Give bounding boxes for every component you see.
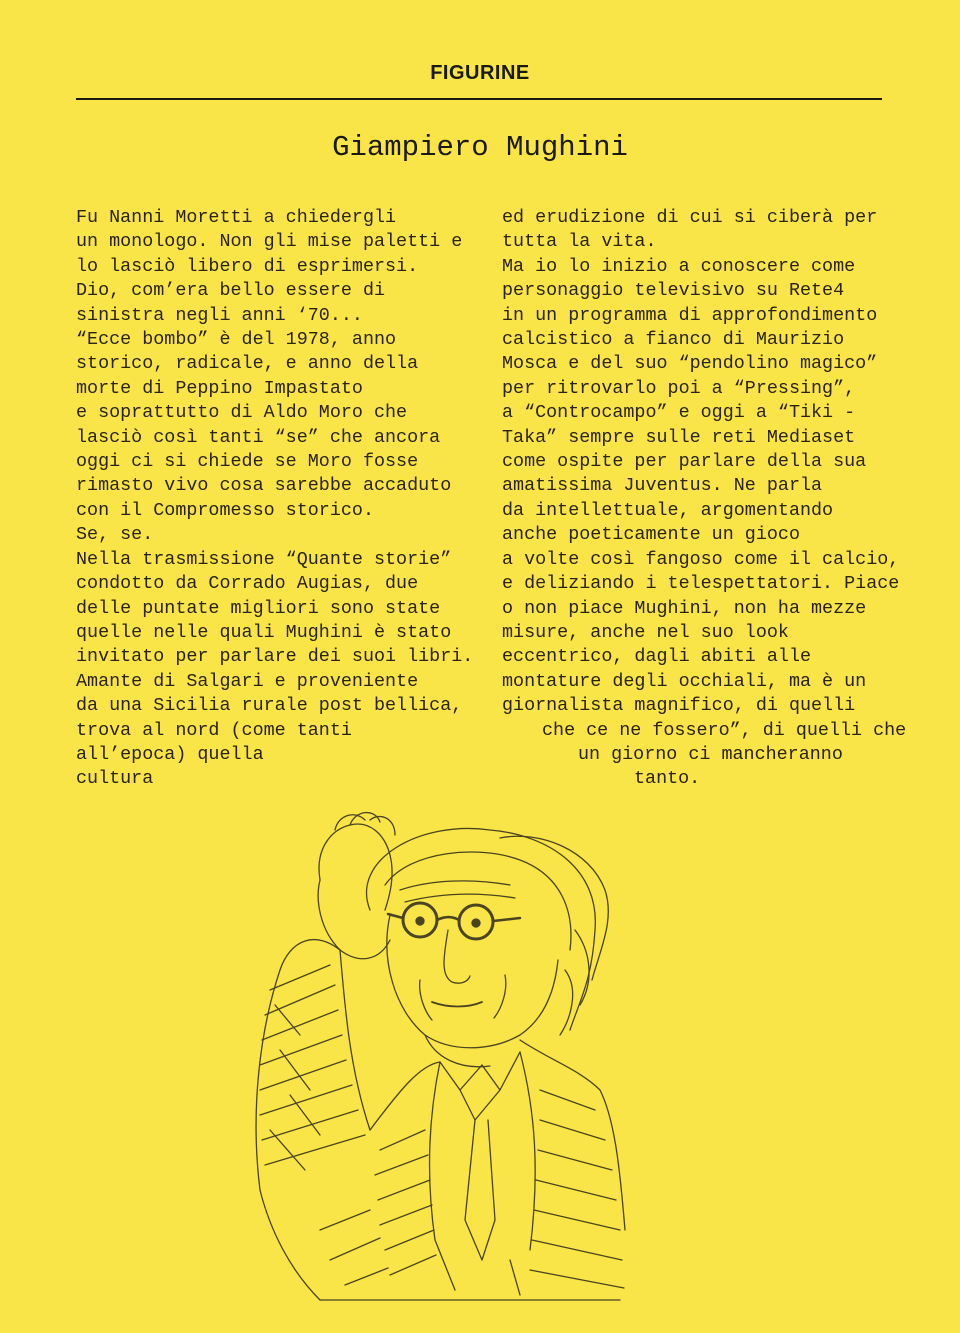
text-line: personaggio televisivo su Rete4 bbox=[502, 280, 845, 302]
text-line: con il Compromesso storico. bbox=[76, 499, 374, 521]
text-line: sinistra negli anni ‘70... bbox=[76, 304, 363, 326]
text-line: Nella trasmissione “Quante storie” bbox=[76, 548, 452, 570]
text-line: e soprattutto di Aldo Moro che bbox=[76, 402, 408, 424]
text-line: cultura bbox=[76, 768, 154, 790]
text-line: o non piace Mughini, non ha mezze bbox=[502, 597, 867, 619]
text-line: da una Sicilia rurale post bellica, bbox=[76, 695, 463, 717]
text-line: un monologo. Non gli mise paletti e bbox=[76, 231, 463, 253]
text-line: Mosca e del suo “pendolino magico” bbox=[502, 353, 878, 375]
text-line: storico, radicale, e anno della bbox=[76, 353, 419, 375]
text-line: Amante di Salgari e proveniente bbox=[76, 670, 419, 692]
section-label: FIGURINE bbox=[430, 62, 530, 84]
text-line: misure, anche nel suo look bbox=[502, 621, 789, 643]
text-line: “Ecce bombo” è del 1978, anno bbox=[76, 329, 397, 351]
text-line: da intellettuale, argomentando bbox=[502, 499, 834, 521]
text-line: Taka” sempre sulle reti Mediaset bbox=[502, 426, 856, 448]
text-line: eccentrico, dagli abiti alle bbox=[502, 646, 812, 668]
text-line: all’epoca) quella bbox=[76, 743, 264, 765]
text-line: tanto. bbox=[634, 768, 701, 790]
portrait-sketch-icon bbox=[220, 790, 640, 1310]
text-line: anche poeticamente un gioco bbox=[502, 524, 800, 546]
text-line: invitato per parlare dei suoi libri. bbox=[76, 646, 474, 668]
text-line: Fu Nanni Moretti a chiedergli bbox=[76, 207, 397, 228]
text-line: montature degli occhiali, ma è un bbox=[502, 670, 867, 692]
text-line: a “Controcampo” e oggi a “Tiki - bbox=[502, 402, 856, 424]
text-line: tutta la vita. bbox=[502, 231, 657, 253]
text-line: a volte così fangoso come il calcio, bbox=[502, 548, 900, 570]
text-line: condotto da Corrado Augias, due bbox=[76, 573, 419, 595]
text-line: Ma io lo inizio a conoscere come bbox=[502, 255, 856, 277]
text-line: trova al nord (come tanti bbox=[76, 719, 352, 741]
text-line: oggi ci si chiede se Moro fosse bbox=[76, 451, 419, 473]
text-line: morte di Peppino Impastato bbox=[76, 377, 363, 399]
text-line: Se, se. bbox=[76, 524, 154, 546]
header-divider bbox=[76, 98, 882, 100]
text-line: giornalista magnifico, di quelli bbox=[502, 695, 856, 717]
text-line: lo lasciò libero di esprimersi. bbox=[76, 255, 419, 277]
text-line: un giorno ci mancheranno bbox=[578, 743, 843, 765]
text-line: calcistico a fianco di Maurizio bbox=[502, 329, 845, 351]
text-line: lasciò così tanti “se” che ancora bbox=[76, 426, 441, 448]
text-line: rimasto vivo cosa sarebbe accaduto bbox=[76, 475, 452, 497]
text-line: che ce ne fossero”, di quelli che bbox=[542, 719, 907, 741]
text-line: Dio, com’era bello essere di bbox=[76, 280, 386, 302]
article-column-left bbox=[76, 206, 474, 792]
text-line: amatissima Juventus. Ne parla bbox=[502, 475, 823, 497]
text-line: e deliziando i telespettatori. Piace bbox=[502, 573, 900, 595]
text-line: ed erudizione di cui si ciberà per bbox=[502, 207, 878, 228]
article-title: Giampiero Mughini bbox=[332, 131, 628, 164]
text-line: per ritrovarlo poi a “Pressing”, bbox=[502, 377, 856, 399]
text-line: come ospite per parlare della sua bbox=[502, 451, 867, 473]
article-column-right bbox=[502, 206, 907, 792]
text-line: in un programma di approfondimento bbox=[502, 304, 878, 326]
text-line: quelle nelle quali Mughini è stato bbox=[76, 621, 452, 643]
text-line: delle puntate migliori sono state bbox=[76, 597, 441, 619]
